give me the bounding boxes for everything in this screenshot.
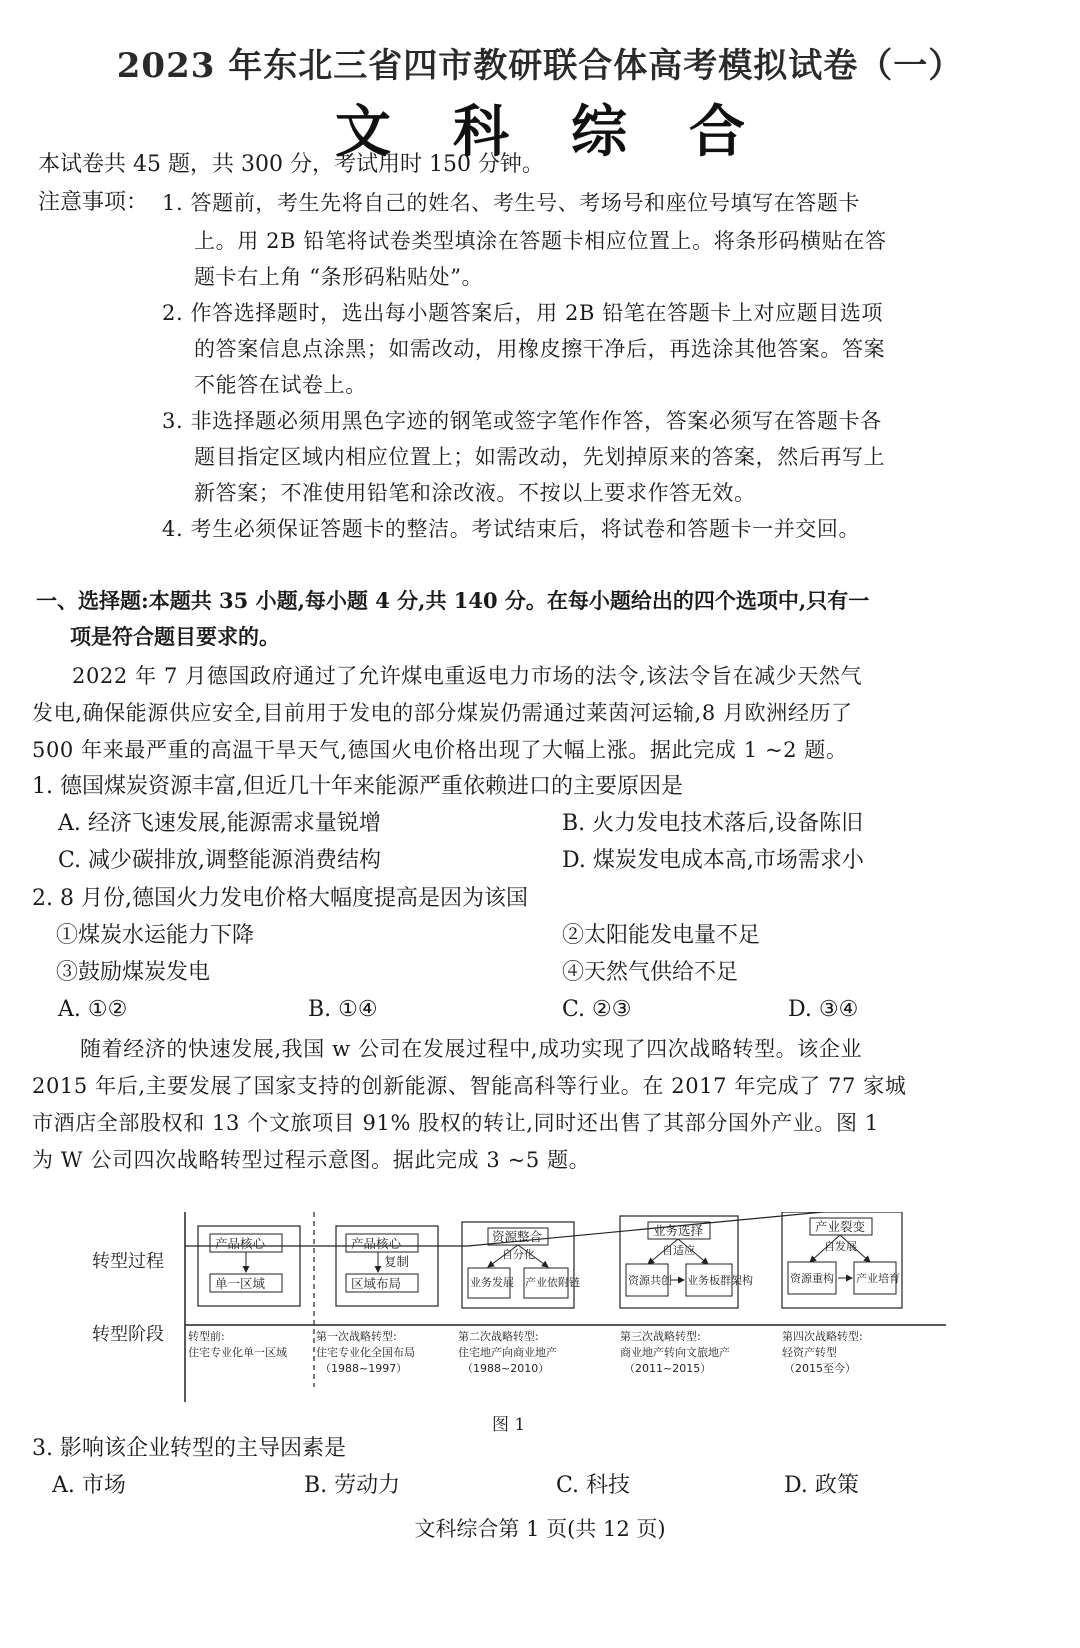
stage3-top-text: 业务选择 — [653, 1223, 704, 1238]
row-label-process: 转型过程 — [92, 1251, 164, 1272]
notice-line: 上。用 2B 铅笔将试卷类型填涂在答题卡相应位置上。将条形码横贴在答 — [194, 229, 887, 253]
q1-option-a: A. 经济飞速发展,能源需求量锐增 — [58, 811, 381, 836]
q3-option-b: B. 劳动力 — [304, 1473, 401, 1498]
passage2-line: 市酒店全部股权和 13 个文旅项目 91% 股权的转让,同时还出售了其部分国外产业。图 1 — [32, 1111, 879, 1135]
passage1-line: 500 年来最严重的高温干旱天气,德国火电价格出现了大幅上涨。据此完成 1 ~2 题。 — [32, 738, 848, 762]
page-footer: 文科综合第 1 页(共 12 页) — [414, 1517, 666, 1541]
q2-item-2: ②太阳能发电量不足 — [562, 923, 761, 948]
q2-option-c: C. ②③ — [562, 997, 632, 1022]
stage3-desc-years: （2011~2015） — [624, 1362, 712, 1375]
passage2-line: 2015 年后,主要发展了国家支持的创新能源、智能高科等行业。在 2017 年完成了 77 家城 — [32, 1074, 907, 1098]
notice-label: 注意事项： — [38, 190, 149, 215]
figure-caption: 图 1 — [492, 1415, 526, 1435]
exam-title: 2023 年东北三省四市教研联合体高考模拟试卷（一） — [116, 46, 964, 86]
stage2-top-text: 资源整合 — [492, 1229, 543, 1244]
passage2-line: 为 W 公司四次战略转型过程示意图。据此完成 3 ~5 题。 — [32, 1148, 591, 1172]
stage2-left-text: 业务发展 — [470, 1276, 514, 1289]
section-heading: 一、选择题:本题共 35 小题,每小题 4 分,共 140 分。在每小题给出的四个选项中,只有一 — [36, 588, 870, 613]
stage1-core-text: 产品核心 — [351, 1236, 402, 1251]
exam-intro: 本试卷共 45 题，共 300 分，考试用时 150 分钟。 — [38, 152, 544, 177]
q2-option-d: D. ③④ — [788, 997, 859, 1022]
q2-stem: 2. 8 月份,德国火力发电价格大幅度提高是因为该国 — [32, 886, 528, 911]
notice-line: 新答案；不准使用铅笔和涂改液。不按以上要求作答无效。 — [194, 481, 756, 505]
section-heading-cont: 项是符合题目要求的。 — [70, 624, 280, 649]
notice-line: 3. 非选择题必须用黑色字迹的钢笔或签字笔作作答，答案必须写在答题卡各 — [162, 409, 882, 433]
notice-line: 题卡右上角 “条形码粘贴处”。 — [194, 265, 484, 289]
stage0-core-text: 产品核心 — [215, 1236, 266, 1251]
q2-item-3: ③鼓励煤炭发电 — [56, 960, 211, 985]
stage2-desc-years: （1988~2010） — [462, 1362, 550, 1375]
stage1-desc-years: （1988~1997） — [320, 1362, 408, 1375]
q1-option-b: B. 火力发电技术落后,设备陈旧 — [562, 811, 864, 836]
stage4-top-text: 产业裂变 — [815, 1219, 866, 1234]
stage2-desc-title: 第二次战略转型: — [458, 1330, 539, 1343]
q3-option-c: C. 科技 — [556, 1473, 631, 1498]
q2-option-a: A. ①② — [58, 997, 128, 1022]
stage4-desc-title: 第四次战略转型: — [782, 1330, 863, 1343]
stage0-desc-body: 住宅专业化单一区域 — [188, 1346, 287, 1359]
q2-option-b: B. ①④ — [308, 997, 378, 1022]
q3-option-a: A. 市场 — [52, 1473, 126, 1498]
stage3-desc-body: 商业地产转向文旅地产 — [620, 1346, 730, 1359]
stage3-left-text: 资源共创 — [628, 1274, 672, 1287]
stage4-desc-years: （2015至今） — [784, 1362, 856, 1375]
stage2-mid-text: 自分化 — [502, 1248, 535, 1261]
stage0-desc-title: 转型前: — [188, 1330, 225, 1343]
passage2-line: 随着经济的快速发展,我国 w 公司在发展过程中,成功实现了四次战略转型。该企业 — [80, 1037, 863, 1061]
q3-option-d: D. 政策 — [784, 1473, 859, 1498]
notice-line: 2. 作答选择题时，选出每小题答案后，用 2B 铅笔在答题卡上对应题目选项 — [162, 301, 884, 325]
q2-item-4: ④天然气供给不足 — [562, 960, 739, 985]
q1-stem: 1. 德国煤炭资源丰富,但近几十年来能源严重依赖进口的主要原因是 — [32, 774, 683, 799]
stage1-copy-text: 复制 — [384, 1254, 410, 1269]
stage3-right-text: 业务板群架构 — [687, 1274, 753, 1287]
notice-line: 的答案信息点涂黑；如需改动，用橡皮擦干净后，再选涂其他答案。答案 — [194, 337, 886, 361]
passage1-line: 2022 年 7 月德国政府通过了允许煤电重返电力市场的法令,该法令旨在减少天然气 — [72, 664, 863, 688]
figure1-transformation-diagram — [88, 1212, 1008, 1442]
q1-option-d: D. 煤炭发电成本高,市场需求小 — [562, 848, 864, 873]
stage1-desc-title: 第一次战略转型: — [316, 1330, 397, 1343]
stage2-right-text: 产业依附链 — [525, 1276, 580, 1289]
q2-item-1: ①煤炭水运能力下降 — [56, 923, 255, 948]
notice-line: 4. 考生必须保证答题卡的整洁。考试结束后，将试卷和答题卡一并交回。 — [162, 517, 861, 541]
row-label-stage: 转型阶段 — [92, 1324, 164, 1345]
stage1-layout-text: 区域布局 — [351, 1276, 402, 1291]
stage3-desc-title: 第三次战略转型: — [620, 1330, 701, 1343]
notice-line: 1. 答题前，考生先将自己的姓名、考生号、考场号和座位号填写在答题卡 — [162, 191, 861, 215]
q3-stem: 3. 影响该企业转型的主导因素是 — [32, 1436, 346, 1461]
stage3-mid-text: 自适应 — [662, 1244, 695, 1257]
subject-title: 文科综合 — [335, 99, 807, 165]
notice-line: 题目指定区域内相应位置上；如需改动，先划掉原来的答案，然后再写上 — [194, 445, 886, 469]
passage1-line: 发电,确保能源供应安全,目前用于发电的部分煤炭仍需通过莱茵河运输,8 月欧洲经历了 — [32, 701, 853, 725]
stage4-mid-text: 自发展 — [824, 1240, 857, 1253]
stage4-left-text: 资源重构 — [790, 1272, 834, 1285]
stage4-right-text: 产业培育 — [856, 1272, 900, 1285]
notice-line: 不能答在试卷上。 — [194, 373, 367, 397]
q1-option-c: C. 减少碳排放,调整能源消费结构 — [58, 848, 382, 873]
stage2-desc-body: 住宅地产向商业地产 — [458, 1346, 557, 1359]
stage0-region-text: 单一区域 — [215, 1276, 266, 1291]
stage1-desc-body: 住宅专业化全国布局 — [316, 1346, 415, 1359]
stage4-desc-body: 轻资产转型 — [782, 1346, 837, 1359]
